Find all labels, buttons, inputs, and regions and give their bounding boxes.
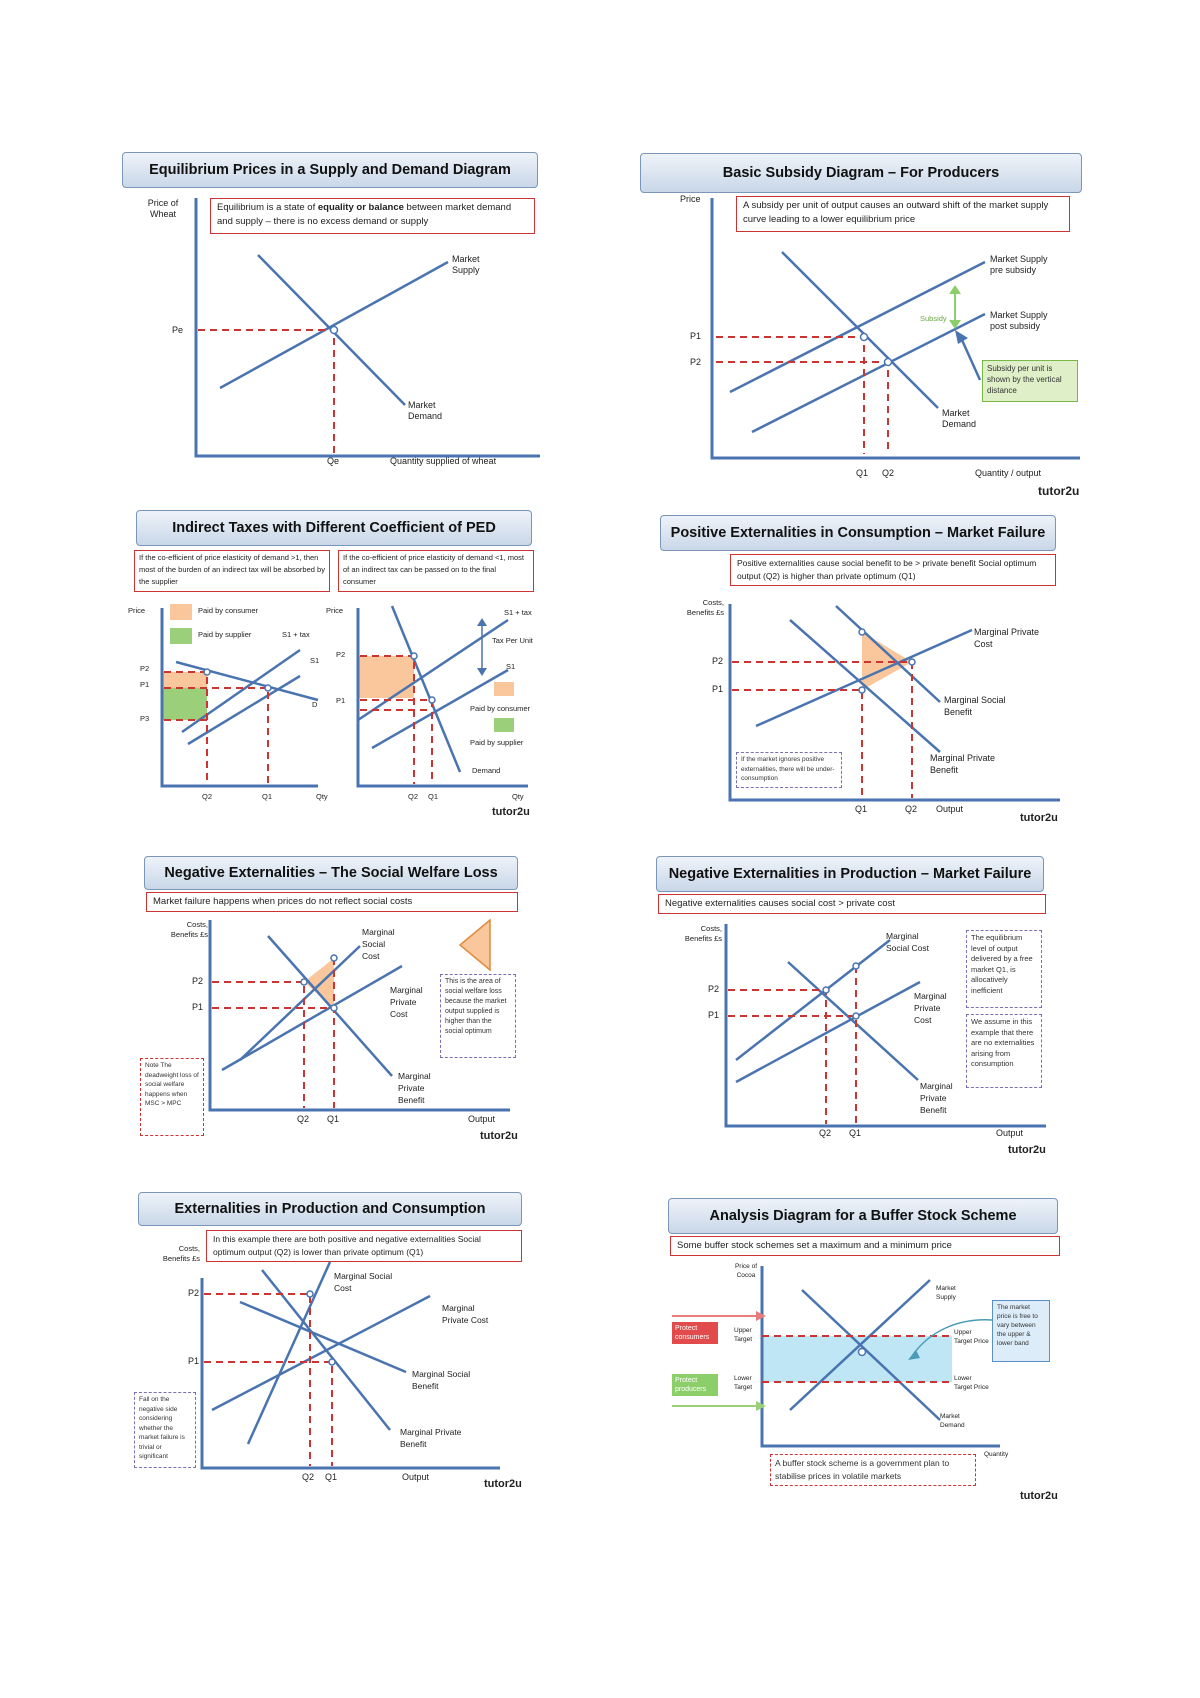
msc-label: Marginal Social Cost [334, 1271, 393, 1293]
y-axis-label: Costs, Benefits £s [686, 598, 724, 617]
deadweight-note: Note The deadweight loss of social welfare happens when MSC > MPC [140, 1058, 204, 1136]
price-label: Price [680, 194, 701, 204]
tutor2u-logo: tutor2u [1020, 1490, 1058, 1502]
upper-target-label: Upper Target [734, 1327, 753, 1343]
tutor2u-logo: tutor2u [1020, 812, 1058, 824]
lower-target-label: Lower Target [734, 1375, 753, 1391]
y-axis-label: Price of Cocoa [734, 1263, 758, 1279]
msb-label: Marginal Social Benefit [944, 695, 1006, 717]
title-text: Externalities in Production and Consumption [174, 1201, 486, 1217]
supply-post-label: Market Supply post subsidy [990, 310, 1048, 331]
y-axis-label: Costs, Benefits £s [170, 920, 208, 939]
mpb-label: Marginal Private Benefit [398, 1071, 431, 1105]
q1-label: Q1 [325, 1472, 338, 1482]
p2-label: P2 [708, 984, 720, 994]
p1-label-right: P1 [336, 696, 346, 705]
subsidy-note: A subsidy per unit of output causes an outward shift of the market supply curve leading to a lower equilibrium price [736, 196, 1070, 232]
q2-label-left: Q2 [202, 792, 213, 801]
q1-label: Q1 [849, 1128, 862, 1138]
p1-label: P1 [188, 1356, 200, 1366]
msc-label: Marginal Social Cost [886, 931, 929, 953]
welfare-loss-note: Market failure happens when prices do not reflect social costs [146, 892, 518, 912]
demand-label: Market Demand [942, 408, 977, 429]
mpb-label: Marginal Private Benefit [400, 1427, 462, 1449]
s1-tax-label-right: S1 + tax [504, 608, 532, 617]
equilibrium-box: The equilibrium level of output delivered by a free market Q1, is allocatively inefficient [966, 930, 1042, 1008]
q2-label: Q2 [297, 1114, 310, 1124]
d-label-left: D [312, 700, 318, 709]
q1-label: Q1 [855, 804, 868, 814]
x-axis-label: Quantity supplied of wheat [390, 456, 497, 466]
q1-label: Q1 [856, 468, 869, 478]
x-axis-label: Quantity [984, 1451, 1009, 1458]
mpb-label: Marginal Private Benefit [930, 753, 996, 775]
tutor2u-logo: tutor2u [480, 1130, 518, 1142]
demand-label-right: Demand [472, 766, 501, 775]
mpc-label: Marginal Private Cost [390, 985, 423, 1019]
subsidy-tag: Subsidy [920, 314, 947, 323]
inelastic-note: If the co-efficient of price elasticity of demand <1, most of an indirect tax can be passed on to the final consumer [338, 550, 534, 592]
x-axis-label: Output [936, 804, 964, 814]
assumption-box: We assume in this example that there are no externalities arising from consumption [966, 1014, 1042, 1088]
tutor2u-logo: tutor2u [484, 1478, 522, 1490]
qe-label: Qe [327, 456, 340, 466]
significance-box: Fall on the negative side considering whether the market failure is trivial or significant [134, 1392, 196, 1468]
under-consumption-box: If the market ignores positive externalities, there will be under-consumption [736, 752, 842, 788]
tutor2u-logo: tutor2u [492, 806, 530, 818]
s1-label-left: S1 [310, 656, 320, 665]
msc-label: Marginal Social Cost [362, 927, 395, 961]
p1-label: P1 [712, 684, 724, 694]
paid-supplier-right: Paid by supplier [470, 738, 524, 747]
p2-label: P2 [712, 656, 724, 666]
buffer-stock-title: Analysis Diagram for a Buffer Stock Scheme [668, 1198, 1058, 1234]
y-axis-label: Costs, Benefits £s [162, 1244, 200, 1263]
protect-producers-tag: Protect producers [672, 1374, 718, 1396]
buffer-stock-note: Some buffer stock schemes set a maximum and a minimum price [670, 1236, 1060, 1256]
p2-label: P2 [690, 357, 702, 367]
protect-consumers-tag: Protect consumers [672, 1322, 718, 1344]
p2-label-right: P2 [336, 650, 346, 659]
x-axis-label: Output [468, 1114, 496, 1124]
positive-note: Positive externalities cause social benefit to be > private benefit Social optimum output (Q2) is higher than private optimum (Q1) [730, 554, 1056, 586]
supply-label: Market Supply [452, 254, 480, 275]
p1-label: P1 [690, 331, 702, 341]
s1-label-right: S1 [506, 662, 516, 671]
mpb-label: Marginal Private Benefit [920, 1081, 953, 1115]
demand-label: Market Demand [408, 400, 443, 421]
note-part-a: Equilibrium is a state of [217, 202, 318, 213]
x-axis-label: Output [402, 1472, 430, 1482]
q2-label: Q2 [302, 1472, 315, 1482]
p2-label: P2 [188, 1288, 200, 1298]
price-label-left: Price [128, 606, 146, 615]
tutor2u-logo: tutor2u [1008, 1144, 1046, 1156]
note-part-c: between market demand and supply – there is no excess demand or supply [217, 202, 512, 227]
paid-supplier-label: Paid by supplier [198, 630, 252, 639]
q1-label-right: Q1 [428, 792, 439, 801]
indirect-taxes-title: Indirect Taxes with Different Coefficient of PED [136, 510, 532, 546]
p2-label: P2 [192, 976, 204, 986]
msb-label: Marginal Social Benefit [412, 1369, 471, 1391]
production-consumption-note: In this example there are both positive and negative externalities Social optimum output (Q2) is lower than private optimum (Q1) [206, 1230, 522, 1262]
lower-price-label: Lower Target Price [954, 1375, 989, 1391]
s1-tax-label-left: S1 + tax [282, 630, 310, 639]
welfare-loss-box: This is the area of social welfare loss because the market output supplied is higher than the social optimum [440, 974, 516, 1058]
subsidy-explanation: Subsidy per unit is shown by the vertical distance [982, 360, 1078, 402]
market-demand-label: Market Demand [940, 1413, 965, 1429]
elastic-note: If the co-efficient of price elasticity of demand >1, then most of the burden of an indirect tax will be absorbed by the supplier [134, 550, 330, 592]
mpc-label: Marginal Private Cost [442, 1303, 489, 1325]
p2-label-left: P2 [140, 664, 150, 673]
q1-label-left: Q1 [262, 792, 273, 801]
x-axis-label: Output [996, 1128, 1024, 1138]
mpc-label: Marginal Private Cost [974, 627, 1040, 649]
upper-price-label: Upper Target Price [954, 1329, 989, 1345]
market-supply-label: Market Supply [936, 1285, 956, 1301]
p1-label-left: P1 [140, 680, 150, 689]
p3-label-left: P3 [140, 714, 150, 723]
x-axis-label: Quantity / output [975, 468, 1042, 478]
subsidy-title: Basic Subsidy Diagram – For Producers [640, 153, 1082, 193]
note-part-b: equality or balance [317, 202, 404, 213]
y-axis-label: Price of Wheat [147, 198, 179, 219]
price-band-box: The market price is free to vary between the upper & lower band [992, 1300, 1050, 1362]
mpc-label: Marginal Private Cost [914, 991, 947, 1025]
qty-label-left: Qty [316, 792, 328, 801]
pe-label: Pe [172, 325, 184, 335]
negative-production-note: Negative externalities causes social cost > private cost [658, 894, 1046, 914]
positive-externalities-title: Positive Externalities in Consumption – Market Failure [660, 515, 1056, 551]
q2-label: Q2 [905, 804, 918, 814]
y-axis-label: Costs, Benefits £s [684, 924, 722, 943]
paid-consumer-label: Paid by consumer [198, 606, 259, 615]
q2-label: Q2 [882, 468, 895, 478]
q2-label-right: Q2 [408, 792, 419, 801]
equilibrium-title: Equilibrium Prices in a Supply and Demand Diagram [122, 152, 538, 188]
tax-per-unit-label: Tax Per Unit [492, 636, 533, 645]
q1-label: Q1 [327, 1114, 340, 1124]
paid-consumer-right: Paid by consumer [470, 704, 531, 713]
price-label-right: Price [326, 606, 344, 615]
qty-label-right: Qty [512, 792, 524, 801]
buffer-stock-definition: A buffer stock scheme is a government plan to stabilise prices in volatile markets [770, 1454, 976, 1486]
p1-label: P1 [708, 1010, 720, 1020]
tutor2u-logo: tutor2u [1038, 484, 1080, 498]
welfare-loss-title: Negative Externalities – The Social Welfare Loss [144, 856, 518, 890]
supply-pre-label: Market Supply pre subsidy [990, 254, 1048, 275]
p1-label: P1 [192, 1002, 204, 1012]
q2-label: Q2 [819, 1128, 832, 1138]
negative-production-title: Negative Externalities in Production – Market Failure [656, 856, 1044, 892]
